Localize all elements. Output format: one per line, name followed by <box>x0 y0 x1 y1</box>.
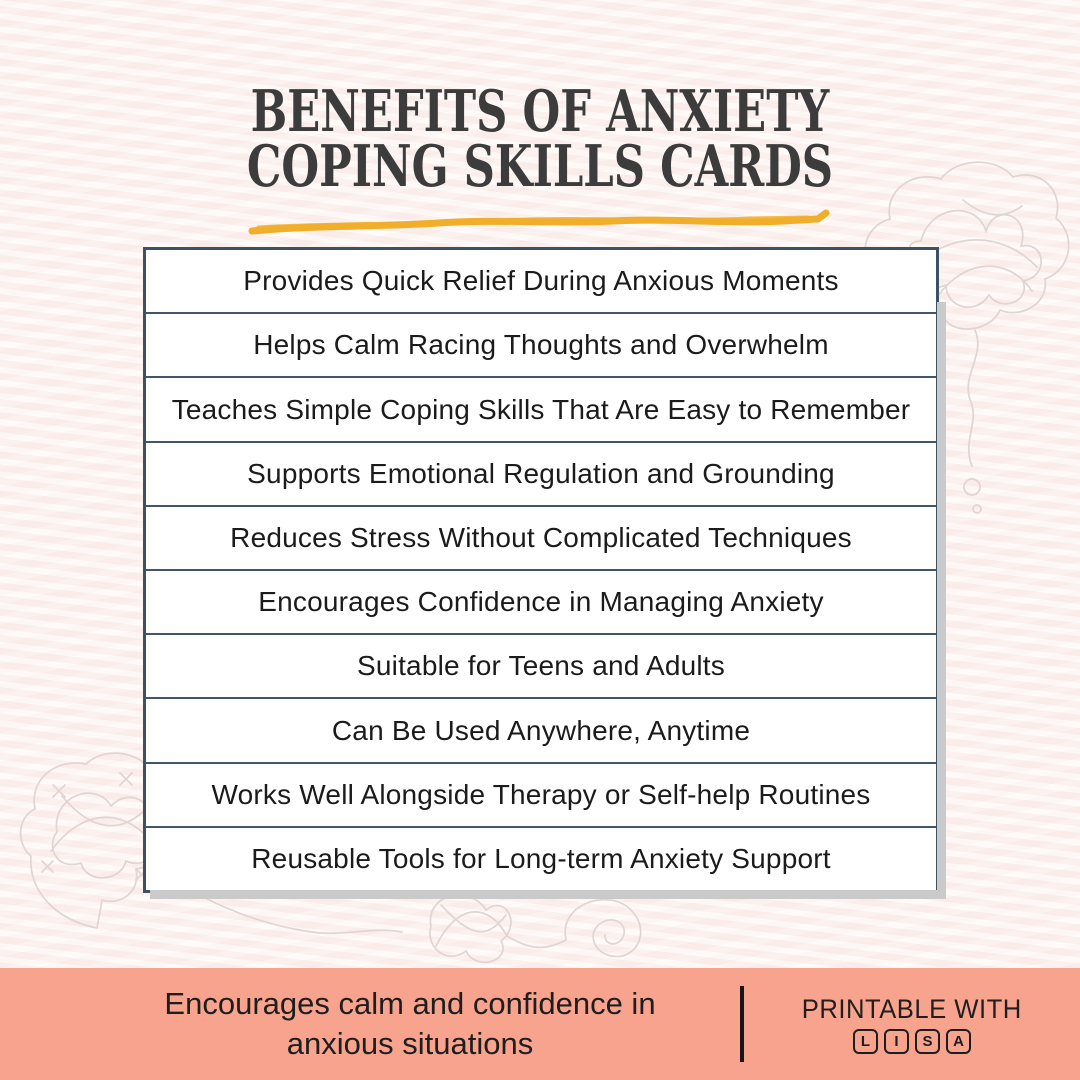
table-row <box>146 312 936 376</box>
keycap-letter: A <box>946 1029 971 1054</box>
table-row <box>146 441 936 505</box>
title-underline-stroke <box>248 209 832 239</box>
benefit-text: Reduces Stress Without Complicated Techniques <box>230 521 852 553</box>
header <box>0 78 1080 239</box>
benefit-text: Teaches Simple Coping Skills That Are Easy to Remember <box>171 393 911 425</box>
table-row <box>146 762 936 826</box>
benefit-text: Provides Quick Relief During Anxious Moments <box>243 265 839 297</box>
footer-bar <box>0 968 1080 1080</box>
benefit-text: Can Be Used Anywhere, Anytime <box>331 714 751 746</box>
footer-tagline-line2: anxious situations <box>286 1026 534 1061</box>
table-row <box>146 826 936 890</box>
table-row <box>146 697 936 761</box>
page-title-line1: BENEFITS OF ANXIETY <box>250 78 830 145</box>
keycap-letter: S <box>915 1029 940 1054</box>
keycap-letter: I <box>884 1029 909 1054</box>
benefits-table <box>143 247 939 893</box>
table-row <box>146 250 936 312</box>
table-row <box>146 569 936 633</box>
footer-tagline <box>0 984 750 1063</box>
benefit-text: Supports Emotional Regulation and Grounding <box>247 457 835 489</box>
benefit-text: Works Well Alongside Therapy or Self-help Routines <box>211 778 871 810</box>
benefit-text: Encourages Confidence in Managing Anxiety <box>258 586 824 618</box>
keycap-letter: L <box>853 1029 878 1054</box>
table-row <box>146 633 936 697</box>
table-row <box>146 505 936 569</box>
brand-name-text: PRINTABLE WITH <box>802 994 1022 1024</box>
benefit-text: Helps Calm Racing Thoughts and Overwhelm <box>253 329 829 361</box>
benefit-text: Suitable for Teens and Adults <box>357 650 725 682</box>
page-title <box>130 78 951 201</box>
table-row <box>146 376 936 440</box>
brand-logo <box>744 994 1080 1054</box>
spiral-doodle <box>507 900 641 957</box>
scribble-ball-doodle <box>430 895 511 962</box>
footer-tagline-line1: Encourages calm and confidence in <box>164 986 656 1022</box>
page-title-line2: COPING SKILLS CARDS <box>246 133 834 201</box>
brand-keycaps <box>853 1029 971 1054</box>
benefit-text: Reusable Tools for Long-term Anxiety Support <box>251 842 831 874</box>
